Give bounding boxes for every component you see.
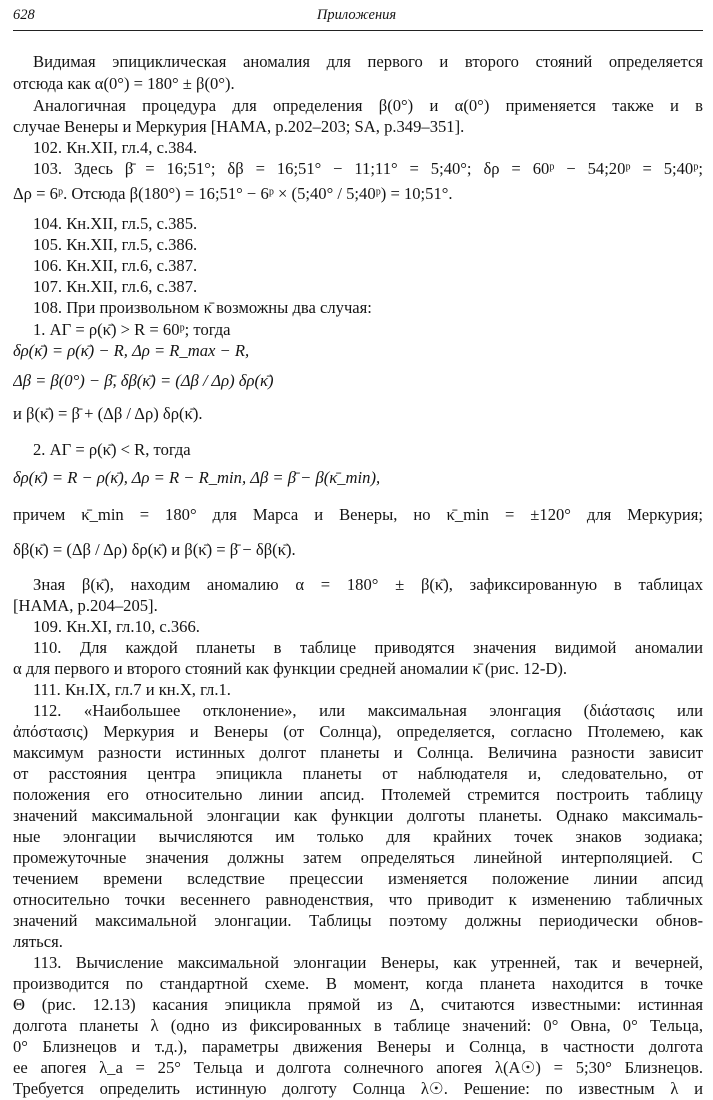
page-number: 628	[13, 7, 35, 23]
text-line: [HAMA, p.204–205].	[13, 596, 158, 615]
text-line: δβ(κ̄) = (Δβ / Δρ) δρ(κ̄) и β(κ̄) = β̄ − δβ(κ̄).	[13, 540, 296, 559]
text-line: α для первого и второго стояний как функции средней аномалии κ̄ (рис. 12-D).	[13, 659, 568, 678]
text-line: течением времени вследствие прецессии изменяется положение линии апсид	[13, 869, 703, 888]
text-line: значений максимальной элонгации как функции долготы планеты. Однако максималь-	[13, 806, 703, 825]
text-line: 112. «Наибольшее отклонение», или максимальная элонгация (διάστασις или	[33, 701, 703, 720]
text-line: 106. Кн.XII, гл.6, с.387.	[33, 256, 198, 275]
text-line: ἀπόστασις) Меркурия и Венеры (от Солнца), определяется, согласно Птолемею, как	[13, 722, 703, 741]
text-line: ляться.	[13, 932, 63, 951]
text-line: 2. АГ = ρ(κ̄) < R, тогда	[33, 440, 191, 459]
text-line: 105. Кн.XII, гл.5, с.386.	[33, 235, 198, 254]
text-line: отсюда как α(0°) = 180° ± β(0°).	[13, 74, 235, 93]
text-line: ее апогея λ_a = 25° Тельца и долгота солнечного апогея λ(A☉) = 5;30° Близнецов.	[13, 1058, 703, 1077]
text-line: Δρ = 6ᵖ. Отсюда β(180°) = 16;51° − 6ᵖ × (5;40° / 5;40ᵖ) = 10;51°.	[13, 184, 453, 203]
text-line: 103. Здесь β̄ = 16;51°; δβ = 16;51° − 11;11° = 5;40°; δρ = 60ᵖ − 54;20ᵖ = 5;40ᵖ;	[33, 159, 703, 178]
text-line: ные элонгации вычисляются им только для крайних точек знаков зодиака;	[13, 827, 703, 846]
text-line: 109. Кн.XI, гл.10, с.366.	[33, 617, 200, 636]
text-line: производится по стандартной схеме. В момент, когда планета находится в точке	[13, 974, 703, 993]
text-line: от расстояния центра эпицикла планеты от наблюдателя и, следовательно, от	[13, 764, 703, 783]
text-line: δρ(κ̄) = R − ρ(κ̄), Δρ = R − R_min, Δβ = β̄ − β(κ̄_min),	[13, 468, 381, 487]
text-line: причем κ̄_min = 180° для Марса и Венеры, но κ̄_min = ±120° для Меркурия;	[13, 505, 703, 524]
running-header	[0, 4, 713, 30]
text-line: относительно точки весеннего равноденствия, что приводит к изменению табличных	[13, 890, 703, 909]
text-line: Видимая эпициклическая аномалия для первого и второго стояний определяется	[33, 52, 703, 71]
text-line: максимум разности истинных долгот планеты и Солнца. Величина разности зависит	[13, 743, 703, 762]
text-line: и β(κ̄) = β̄ + (Δβ / Δρ) δρ(κ̄).	[13, 404, 203, 423]
text-line: Аналогичная процедура для определения β(0°) и α(0°) применяется также и в	[33, 96, 703, 115]
text-line: Θ (рис. 12.13) касания эпицикла прямой из Δ, считаются известными: истинная	[13, 995, 703, 1014]
text-line: случае Венеры и Меркурия [HAMA, p.202–203; SA, p.349–351].	[13, 117, 465, 136]
text-line: Требуется определить истинную долготу Солнца λ☉. Решение: по известным λ и	[13, 1079, 703, 1098]
text-line: δρ(κ̄) = ρ(κ̄) − R, Δρ = R_max − R,	[13, 341, 250, 360]
text-line: долгота планеты λ (одно из фиксированных в таблице значений: 0° Овна, 0° Тельца,	[13, 1016, 703, 1035]
text-line: 110. Для каждой планеты в таблице приводятся значения видимой аномалии	[33, 638, 703, 657]
text-line: 0° Близнецов и т.д.), параметры движения Венеры и Солнца, в частности долгота	[13, 1037, 703, 1056]
text-line: 111. Кн.IX, гл.7 и кн.X, гл.1.	[33, 680, 231, 699]
text-line: промежуточные значения должны затем определяться линейной интерполяцией. С	[13, 848, 703, 867]
text-line: 104. Кн.XII, гл.5, с.385.	[33, 214, 198, 233]
text-line: 113. Вычисление максимальной элонгации Венеры, как утренней, так и вечерней,	[33, 953, 703, 972]
text-line: Δβ = β(0°) − β̄, δβ(κ̄) = (Δβ / Δρ) δρ(κ̄)	[13, 371, 274, 390]
text-line: значений максимальной элонгации. Таблицы поэтому должны периодически обнов-	[13, 911, 703, 930]
text-line: 1. АГ = ρ(κ̄) > R = 60ᵖ; тогда	[33, 320, 231, 339]
text-line: 107. Кн.XII, гл.6, с.387.	[33, 277, 198, 296]
text-line: 102. Кн.XII, гл.4, с.384.	[33, 138, 198, 157]
text-line: Зная β(κ̄), находим аномалию α = 180° ± β(κ̄), зафиксированную в таблицах	[33, 575, 703, 594]
header-rule	[13, 30, 703, 31]
running-title: Приложения	[316, 7, 397, 23]
text-line: положения его относительно линии апсид. Птолемей стремится построить таблицу	[13, 785, 703, 804]
text-line: 108. При произвольном κ̄ возможны два случая:	[33, 298, 372, 317]
